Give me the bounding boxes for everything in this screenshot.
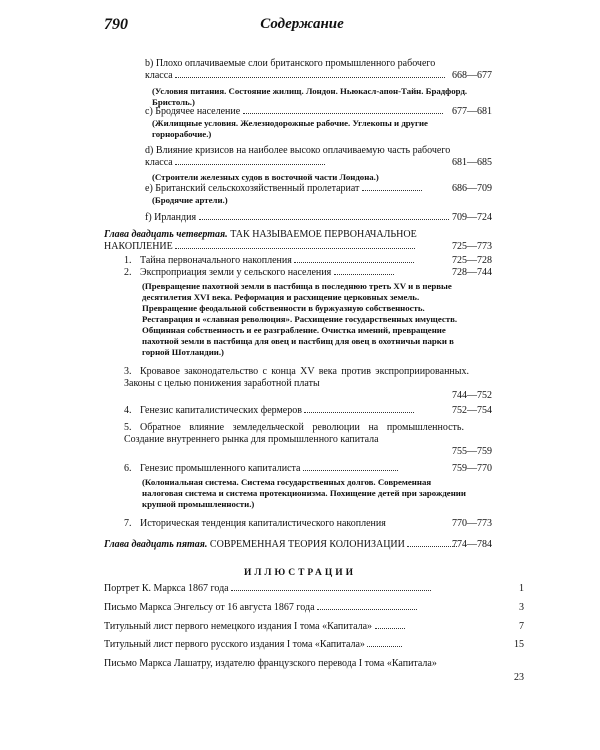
toc-page: 752—754 — [452, 405, 492, 416]
toc-page: 686—709 — [452, 183, 492, 194]
toc-note: (Колониальная система. Система государственных долгов. Современная налоговая система и система протекционизма. Похищение детей при зарождении крупной промышленности.) — [142, 477, 466, 509]
toc-page: 709—724 — [452, 212, 492, 223]
toc-entry-c: с) Бродячее население — [145, 106, 475, 118]
toc-page: 668—677 — [452, 70, 492, 81]
toc-page: 774—784 — [452, 539, 492, 550]
toc-page: 681—685 — [452, 157, 492, 168]
toc-page: 728—744 — [452, 267, 492, 278]
illustrations-heading: ИЛЛЮСТРАЦИИ — [243, 568, 357, 578]
toc-page: 770—773 — [452, 518, 492, 529]
toc-page: 759—770 — [452, 463, 492, 474]
toc-page: 725—728 — [452, 255, 492, 266]
toc-section-3: 3. Кровавое законодательство с конца XV века против экспроприированных. Законы с целью понижения заработной платы — [124, 366, 469, 389]
illustration-item: Письмо Маркса Лашатру, издателю французского перевода I тома «Капитала» 23 — [104, 658, 524, 683]
chapter-25-heading: Глава двадцать пятая. СОВРЕМЕННАЯ ТЕОРИЯ КОЛОНИЗАЦИИ — [104, 539, 479, 551]
page-number: 790 — [104, 16, 128, 33]
toc-page: 677—681 — [452, 106, 492, 117]
toc-section-4: 4. Генезис капиталистических фермеров — [124, 405, 469, 417]
toc-section-2: 2. Экспроприация земли у сельского населения — [124, 267, 469, 279]
page-header — [104, 16, 500, 36]
toc-note: (Бродячие артели.) — [152, 195, 228, 205]
toc-section-7: 7. Историческая тенденция капиталистического накопления — [124, 518, 386, 529]
toc-entry-e: е) Британский сельскохозяйственный пролетариат — [145, 183, 475, 195]
toc-section-6: 6. Генезис промышленного капиталиста — [124, 463, 469, 475]
toc-page: 744—752 — [452, 390, 492, 401]
toc-note: (Превращение пахотной земли в пастбища в последнюю треть XV и в первые десятилетия XVI века. Реформация и расхищение церковных земель. Превращение феодальной собственности в буржуазную собственность. Реставрация и «славная революция». Расхищение государственных имуществ. Общинная собственность и ее разграбление. Очистка имений, превращение пахотной земли в пастбища для овец и пастбищ для овец в охотничьи парки в горной Шотландии.) — [142, 281, 458, 357]
toc-note: (Условия питания. Состояние жилищ. Лондон. Ньюкасл-апон-Тайн. Брадфорд. Бристоль.) — [152, 86, 468, 107]
toc-section-1: 1. Тайна первоначального накопления — [124, 255, 469, 267]
toc-page: 725—773 — [452, 241, 492, 252]
illustration-item: Портрет К. Маркса 1867 года 1 — [104, 583, 524, 594]
toc-note: (Жилищные условия. Железнодорожные рабочие. Углекопы и другие горнорабочие.) — [152, 118, 428, 139]
page-title: Содержание — [260, 16, 344, 32]
illustration-item: Титульный лист первого русского издания I тома «Капитала» 15 — [104, 639, 524, 650]
toc-entry-f: f) Ирландия — [145, 212, 475, 224]
toc-note: (Строители железных судов в восточной части Лондона.) — [152, 172, 379, 182]
toc-page: 755—759 — [452, 446, 492, 457]
toc-entry-d: d) Влияние кризисов на наиболее высоко оплачиваемую часть рабочего класса — [145, 145, 451, 168]
illustration-item: Титульный лист первого немецкого издания I тома «Капитала» 7 — [104, 621, 524, 632]
toc-section-5: 5. Обратное влияние земледельческой революции на промышленность. Создание внутреннего рынка для промышленного капитала — [124, 422, 464, 445]
toc-entry-b: b) Плохо оплачиваемые слои британского промышленного рабочего класса — [145, 58, 475, 82]
illustration-item: Письмо Маркса Энгельсу от 16 августа 1867 года 3 — [104, 602, 524, 613]
chapter-24-heading: Глава двадцать четвертая. ТАК НАЗЫВАЕМОЕ ПЕРВОНАЧАЛЬНОЕ НАКОПЛЕНИЕ — [104, 229, 417, 252]
